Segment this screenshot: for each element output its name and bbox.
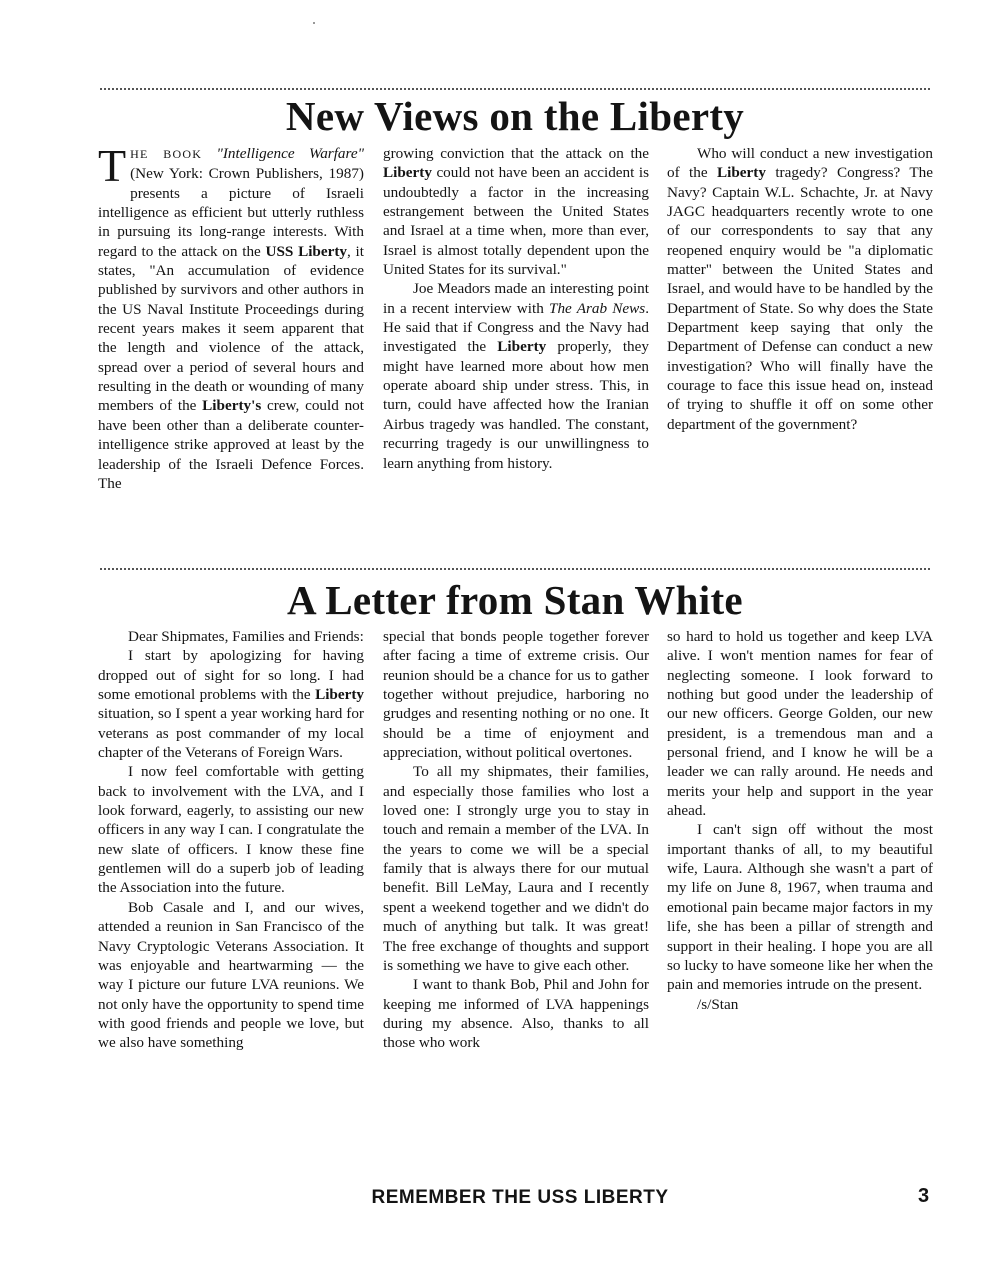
small-caps-lead: HE BOOK: [130, 147, 203, 161]
article1-paragraph: [383, 279, 649, 472]
ship-name: Liberty's: [202, 397, 262, 415]
signature: /s/Stan: [697, 995, 739, 1013]
letter-paragraph: [98, 646, 364, 762]
top-dotted-rule: [100, 88, 930, 90]
ship-name: Liberty: [717, 164, 766, 182]
article-title-letter: A Letter from Stan White: [287, 577, 743, 623]
ship-name: Liberty: [497, 338, 547, 356]
letter-paragraph: Bob Casale and I, and our wives, attended a reunion in San Francisco of the Navy Cryptologic Veterans Association. It was enjoyable and heartwarming — the way I picture our future LVA reunions. We not only have the opportunity to spend time with good friends and people we love, but we also have something: [98, 898, 364, 1052]
article1-column-1: [98, 140, 364, 493]
paper-speck: [313, 22, 315, 24]
body-text: growing conviction that the attack on the: [383, 145, 649, 162]
body-text: Who will conduct a new investigation of the: [667, 145, 933, 182]
letter-paragraph: I can't sign off without the most important thanks of all, to my beautiful wife, Laura. Although she wasn't a part of my life on June 8, 1967, when trauma and emotional pain became major factors in my life, she has been a pillar of strength and support in their healing. I hope you are all so lucky to have someone like her when the pain and memories intrude on the present.: [667, 821, 933, 994]
body-text: crew, could not have been other than a deliberate counter-intelligence strike approved at least by the leadership of the Israeli Defence Forces. The: [98, 397, 364, 492]
footer-title: REMEMBER THE USS LIBERTY: [371, 1187, 669, 1208]
article1-paragraph: [667, 144, 933, 434]
book-title: "Intelligence Warfare": [216, 145, 364, 162]
letter-paragraph: special that bonds people together forever after facing a time of extreme crisis. Our reunion should be a chance for us to gather together without prejudice, harboring no grudges and resenting nothing or no one. It should be a time of enjoyment and appreciation, without political overtones.: [383, 628, 649, 762]
body-text: (New York: Crown Publishers, 1987) presents a picture of Israeli intelligence as efficient but utterly ruthless in pursuing its long-range interests. With regard to the attack on the: [98, 165, 364, 260]
ship-name: Liberty: [383, 164, 432, 182]
publication-name: The Arab News: [549, 299, 646, 317]
middle-dotted-rule: [100, 568, 930, 570]
body-text: Joe Meadors made an interesting point in a recent interview with: [383, 280, 649, 317]
article-title-new-views: New Views on the Liberty: [285, 93, 745, 139]
page-number: 3: [918, 1185, 930, 1207]
article1-column-3: [667, 144, 933, 434]
body-text: situation, so I spent a year working hard for veterans as post commander of my local chapter of the Veterans of Foreign Wars.: [98, 705, 364, 762]
ship-name: Liberty: [315, 686, 364, 704]
body-text: could not have been an accident is undoubtedly a factor in the increasing estrangement between the United States and Israel at a time when, more than ever, Israel is almost totally dependent upon the United States for its survival.": [383, 164, 649, 279]
article1-paragraph: [383, 144, 649, 279]
article2-column-3: [667, 627, 933, 1014]
salutation: Dear Shipmates, Families and Friends:: [128, 628, 364, 645]
article1-column-2: [383, 144, 649, 473]
article1-paragraph: [98, 140, 364, 493]
article2-column-2: [383, 627, 649, 1053]
letter-paragraph: To all my shipmates, their families, and especially those families who lost a loved one: I strongly urge you to stay in touch and remain a member of the LVA. In the years to come we will be a special family that is always there for our mutual benefit. Bill LeMay, Laura and I recently spent a weekend together and we didn't do much of anything but talk. It was great! The free exchange of thoughts and support is something we have to give each other.: [383, 763, 649, 974]
body-text: I start by apologizing for having dropped out of sight for so long. I had some emotional problems with the: [98, 647, 364, 704]
drop-cap: T: [98, 140, 127, 191]
body-text: tragedy? Congress? The Navy? Captain W.L. Schachte, Jr. at Navy JAGC headquarters recently wrote to one of our correspondents to say that any reopened enquiry would be "a diplomatic matter" between the United States and Israel, and would have to be handled by the Department of State. So why does the State Department keep saying that only the Department of Defense can conduct a new investigation? Who will finally have the courage to face this issue head on, instead of trying to shuffle it off on some other department of the government?: [667, 164, 933, 433]
letter-paragraph: so hard to hold us together and keep LVA alive. I won't mention names for fear of neglecting someone. I look forward to nothing but good under the leadership of our new officers. George Golden, our new president, is a tremendous man and a personal friend, and I know he will be a leader we can rally around. He needs and merits your help and support in the year ahead.: [667, 628, 933, 820]
letter-paragraph: I now feel comfortable with getting back to involvement with the LVA, and I look forward, eagerly, to assisting our new officers in any way I can. I congratulate the new slate of officers. I know these fine gentlemen will do a superb job of leading the Association into the future.: [98, 763, 364, 897]
letter-paragraph: I want to thank Bob, Phil and John for keeping me informed of LVA happenings during my absence. Also, thanks to all those who work: [383, 976, 649, 1052]
body-text: , it states, "An accumulation of evidence published by survivors and other authors in the US Naval Institute Proceedings during recent years makes it seem apparent that the length and violence of the attack, spread over a period of several hours and resulting in the death or wounding of many members of the: [98, 242, 364, 415]
article2-column-1: [98, 627, 364, 1053]
body-text: properly, they might have learned more about how men operate aboard ship under stress. This, in turn, could have affected how the Iranian Airbus tragedy was handled. The constant, recurring tragedy is our unwillingness to learn anything from history.: [383, 338, 649, 472]
body-text: . He said that if Congress and the Navy had investigated the: [383, 299, 649, 356]
ship-name: USS Liberty: [265, 242, 348, 260]
